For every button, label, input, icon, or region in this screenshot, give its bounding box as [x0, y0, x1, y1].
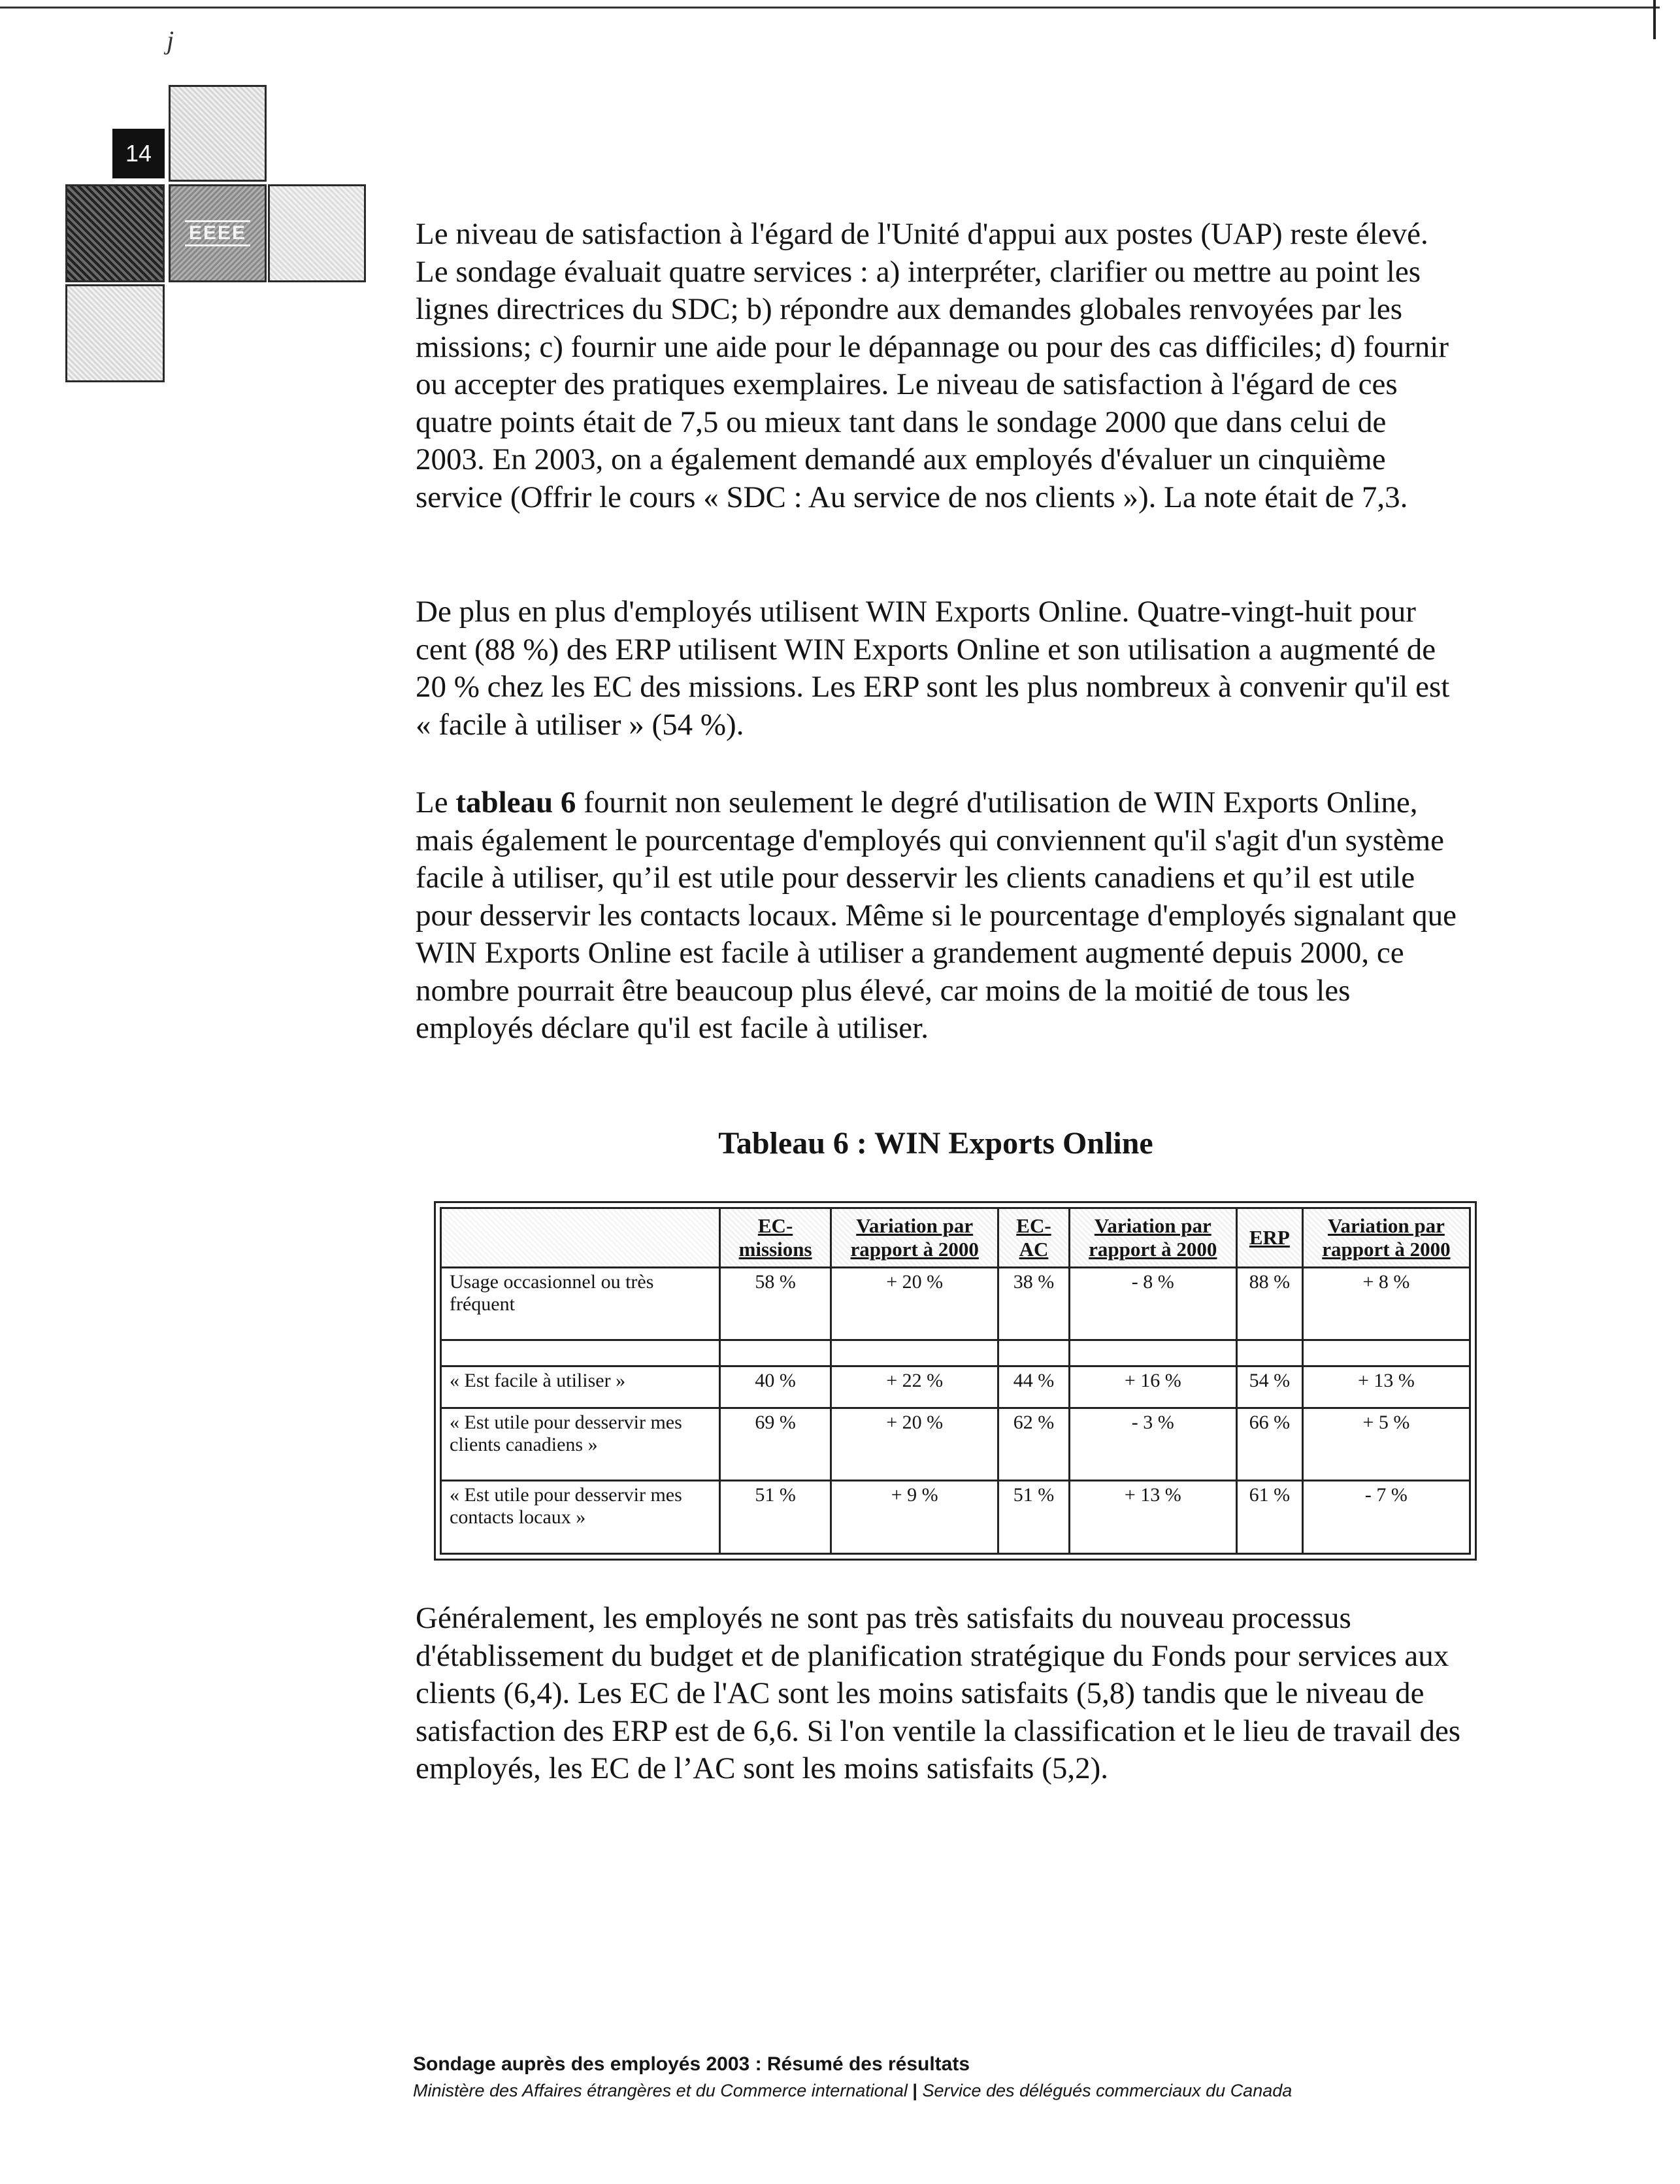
header-ec-missions	[720, 1208, 831, 1268]
paragraph-uap: Le niveau de satisfaction à l'égard de l'Unité d'appui aux postes (UAP) reste élevé. Le sondage évaluait quatre services : a) interpréter, clarifier ou mettre au point les lignes directrices du SDC; b) répondre aux demandes globales renvoyées par les missions; c) fournir une aide pour le dépannage ou pour des cas difficiles; d) fournir ou accepter des pratiques exemplaires. Le niveau de satisfaction à l'égard de ces quatre points était de 7,5 ou mieux tant dans le sondage 2000 que dans celui de 2003. En 2003, on a également demandé aux employés d'évaluer un cinquième service (Offrir le cours « SDC : Au service de nos clients »). La note était de 7,3.	[416, 217, 1449, 514]
table-cell: + 5 %	[1302, 1408, 1470, 1480]
table-cell: + 20 %	[831, 1268, 998, 1340]
table-cell: + 9 %	[831, 1481, 998, 1554]
header-erp-text: ERP	[1249, 1226, 1290, 1249]
footer-title: Sondage auprès des employés 2003 : Résumé des résultats	[413, 2053, 970, 2075]
p3-bold: tableau 6	[455, 786, 576, 819]
paragraph-budget-satisfaction: Généralement, les employés ne sont pas très satisfaits du nouveau processus d'établissement du budget et de planification stratégique du Fonds pour services aux clients (6,4). Les EC de l'AC sont les moins satisfaits (5,8) tandis que le niveau de satisfaction des ERP est de 6,6. Si l'on ventile la classification et le lieu de travail des employés, les EC de l’AC sont les moins satisfaits (5,2).	[416, 1601, 1461, 1785]
table-cell	[720, 1340, 831, 1366]
top-right-mark	[1653, 0, 1656, 39]
row-label	[441, 1340, 720, 1366]
header-blank	[441, 1208, 720, 1268]
logo-text: EEEE	[185, 220, 250, 246]
table-cell: + 16 %	[1069, 1366, 1236, 1408]
header-ec-missions-text: EC-missions	[738, 1214, 812, 1261]
header-variation-3-text: Variation par rapport à 2000	[1322, 1214, 1451, 1261]
table-cell	[831, 1340, 998, 1366]
scan-mark: j	[167, 25, 174, 55]
row-label: « Est facile à utiliser »	[441, 1366, 720, 1408]
win-exports-table	[440, 1207, 1471, 1555]
row-label: « Est utile pour desservir mes clients canadiens »	[441, 1408, 720, 1480]
table-cell: 88 %	[1236, 1268, 1302, 1340]
header-erp	[1236, 1208, 1302, 1268]
table-cell	[998, 1340, 1069, 1366]
table-cell	[1236, 1340, 1302, 1366]
table-cell: 51 %	[998, 1481, 1069, 1554]
table-cell: 40 %	[720, 1366, 831, 1408]
decorative-block-dark	[65, 184, 165, 282]
table-cell: + 13 %	[1069, 1481, 1236, 1554]
table-cell: 51 %	[720, 1481, 831, 1554]
p3-prefix: Le	[416, 786, 456, 819]
table-cell: - 8 %	[1069, 1268, 1236, 1340]
table-cell: 38 %	[998, 1268, 1069, 1340]
table-cell: 61 %	[1236, 1481, 1302, 1554]
footer-subtitle	[413, 2081, 1292, 2101]
footer	[413, 2053, 1292, 2101]
header-ec-ac	[998, 1208, 1069, 1268]
table-cell	[1069, 1340, 1236, 1366]
footer-separator: |	[912, 2081, 917, 2100]
table-cell: 44 %	[998, 1366, 1069, 1408]
footer-ministry: Ministère des Affaires étrangères et du Commerce international	[413, 2081, 908, 2100]
p3-rest: fournit non seulement le degré d'utilisation de WIN Exports Online, mais également le pourcentage d'employés qui conviennent qu'il s'agit d'un système facile à utiliser, qu’il est utile pour desservir les clients canadiens et qu’il est utile pour desservir les contacts locaux. Même si le pourcentage d'employés signalant que WIN Exports Online est facile à utiliser a grandement augmenté depuis 2000, ce nombre pourrait être beaucoup plus élevé, car moins de la moitié de tous les employés déclare qu'il est facile à utiliser.	[416, 786, 1457, 1045]
table-cell: 62 %	[998, 1408, 1069, 1480]
table-cell: 69 %	[720, 1408, 831, 1480]
table-cell: 58 %	[720, 1268, 831, 1340]
table-cell: + 13 %	[1302, 1366, 1470, 1408]
header-ec-ac-text: EC-AC	[1016, 1214, 1051, 1261]
table-frame	[434, 1201, 1477, 1561]
table-title: Tableau 6 : WIN Exports Online	[718, 1126, 1153, 1161]
table-cell: - 7 %	[1302, 1481, 1470, 1554]
decorative-block-right	[268, 184, 366, 282]
footer-service: Service des délégués commerciaux du Canada	[922, 2081, 1293, 2100]
table-cell: - 3 %	[1069, 1408, 1236, 1480]
paragraph-table-intro	[416, 784, 1461, 1048]
table-cell: + 8 %	[1302, 1268, 1470, 1340]
table-cell: + 22 %	[831, 1366, 998, 1408]
table-cell: 54 %	[1236, 1366, 1302, 1408]
table-row	[441, 1408, 1470, 1480]
header-variation-2	[1069, 1208, 1236, 1268]
decorative-block-top	[169, 85, 267, 182]
top-rule	[0, 7, 1660, 8]
row-label: « Est utile pour desservir mes contacts locaux »	[441, 1481, 720, 1554]
logo-block	[169, 184, 267, 282]
table-row	[441, 1366, 1470, 1408]
page-number: 14	[112, 129, 165, 178]
table-row	[441, 1268, 1470, 1340]
table-cell: + 20 %	[831, 1408, 998, 1480]
table-cell	[1302, 1340, 1470, 1366]
table-row-empty	[441, 1340, 1470, 1366]
header-variation-1-text: Variation par rapport à 2000	[850, 1214, 979, 1261]
row-label: Usage occasionnel ou très fréquent	[441, 1268, 720, 1340]
table-row	[441, 1481, 1470, 1554]
header-variation-2-text: Variation par rapport à 2000	[1089, 1214, 1217, 1261]
header-variation-3	[1302, 1208, 1470, 1268]
paragraph-win-usage: De plus en plus d'employés utilisent WIN Exports Online. Quatre-vingt-huit pour cent (88 %) des ERP utilisent WIN Exports Online et son utilisation a augmenté de 20 % chez les EC des missions. Les ERP sont les plus nombreux à convenir qu'il est « facile à utiliser » (54 %).	[416, 595, 1450, 742]
table-header-row	[441, 1208, 1470, 1268]
header-variation-1	[831, 1208, 998, 1268]
table-cell: 66 %	[1236, 1408, 1302, 1480]
decorative-block-bottom	[65, 284, 165, 382]
